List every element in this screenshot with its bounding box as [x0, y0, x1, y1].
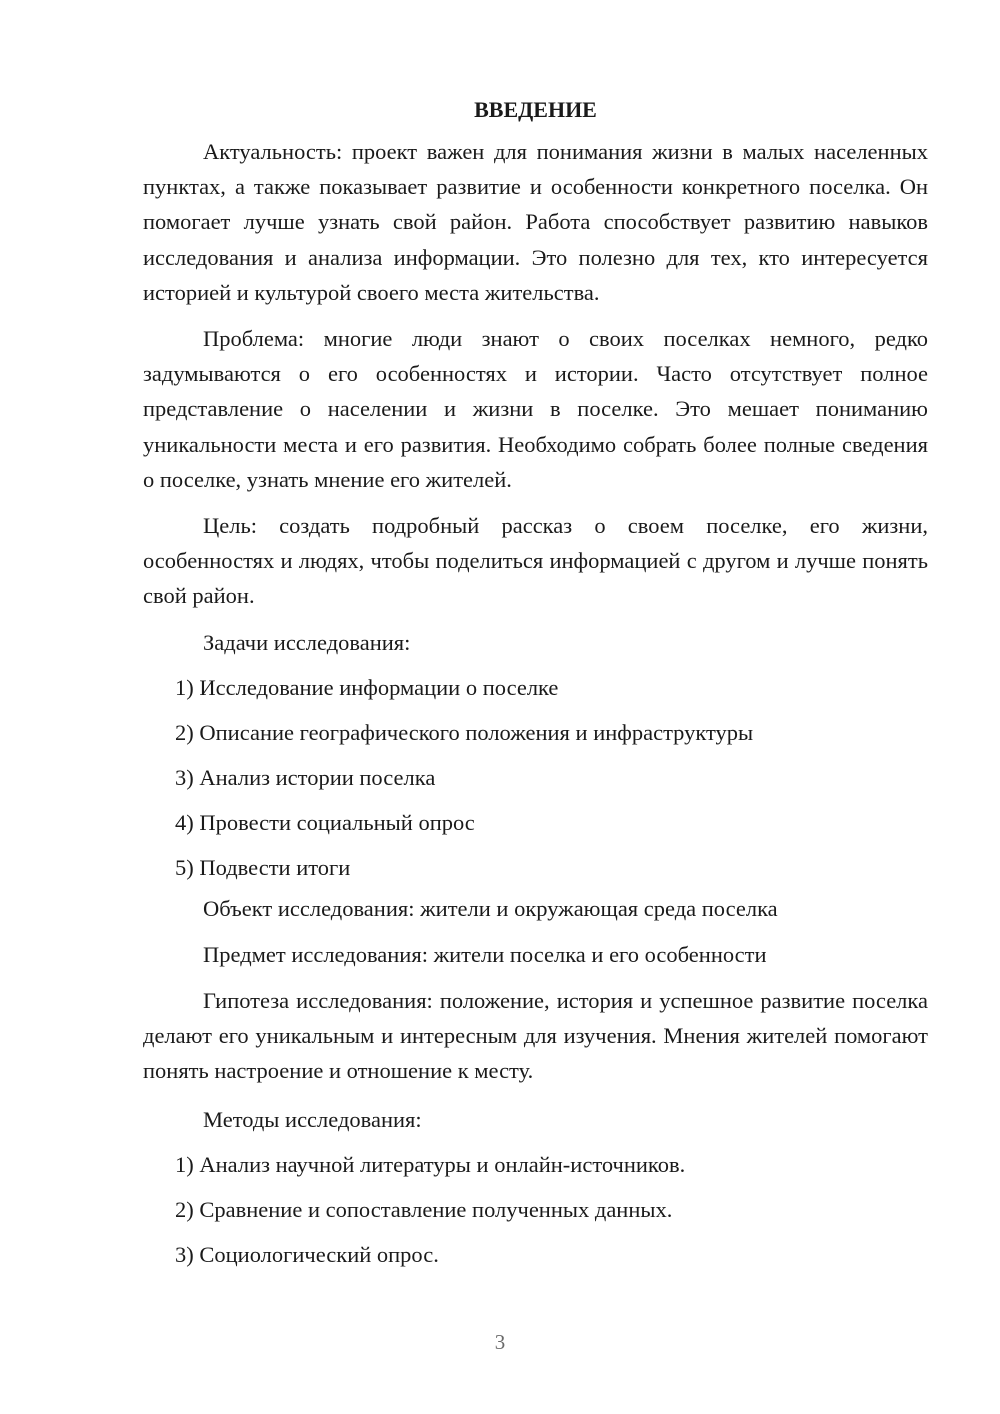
method-item: 1) Анализ научной литературы и онлайн-источников. — [175, 1152, 686, 1178]
task-item: 4) Провести социальный опрос — [175, 809, 475, 835]
methods-label: Методы исследования: — [203, 1107, 422, 1133]
task-item: 5) Подвести итоги — [175, 854, 351, 880]
task-item: 2) Описание географического положения и инфраструктуры — [175, 719, 754, 745]
page-number: 3 — [494, 1330, 506, 1354]
document-page — [143, 92, 928, 1282]
research-object: Объект исследования: жители и окружающая среда поселка — [203, 895, 778, 921]
method-item: 2) Сравнение и сопоставление полученных данных. — [175, 1197, 673, 1223]
task-item: 3) Анализ истории поселка — [175, 764, 436, 790]
method-item: 3) Социологический опрос. — [175, 1242, 439, 1268]
tasks-label: Задачи исследования: — [203, 629, 411, 655]
problem-paragraph: Проблема: многие люди знают о своих поселках немного, редко задумываются о его особенностях и истории. Часто отсутствует полное представление о населении и жизни в поселке. Это мешает пониманию уникальности места и его развития. Необходимо собрать более полные сведения о поселке, узнать мнение его жителей. — [143, 326, 928, 492]
goal-paragraph: Цель: создать подробный рассказ о своем поселке, его жизни, особенностях и людях, чтобы поделиться информацией с другом и лучше понять свой район. — [143, 513, 928, 609]
hypothesis-paragraph: Гипотеза исследования: положение, история и успешное развитие поселка делают его уникальным и интересным для изучения. Мнения жителей помогают понять настроение и отношение к месту. — [143, 987, 928, 1084]
research-subject: Предмет исследования: жители поселка и его особенности — [203, 941, 767, 967]
section-title: ВВЕДЕНИЕ — [474, 97, 597, 122]
task-item: 1) Исследование информации о поселке — [175, 674, 559, 700]
relevance-paragraph: Актуальность: проект важен для понимания жизни в малых населенных пунктах, а также показывает развитие и особенности конкретного поселка. Он помогает лучше узнать свой район. Работа способствует развитию навыков исследования и анализа информации. Это полезно для тех, кто интересуется историей и культурой своего места жительства. — [143, 139, 928, 305]
